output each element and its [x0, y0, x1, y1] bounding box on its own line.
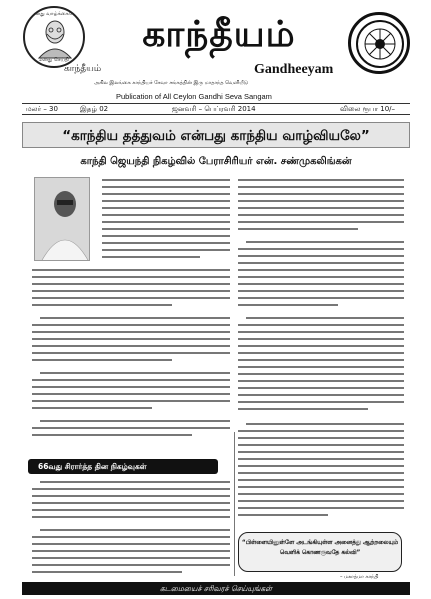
issue-number: இதழ் 02: [80, 105, 109, 113]
article-column-left-top: [102, 176, 230, 268]
sangam-seal-logo: [348, 12, 410, 74]
gandhi-portrait-logo: [23, 6, 85, 68]
gandhi-quote-box: “பிள்ளையினுள்ளே அடங்கியுள்ள அனைத்து ஆற்றலையும் வெளிக் கொணருவதே கல்வி”: [238, 532, 402, 572]
masthead-subtitle-english: Gandheeyam: [254, 62, 334, 77]
speaker-photo: [34, 177, 90, 261]
masthead-title: காந்தீயம்: [142, 13, 296, 55]
issue-info-bar: [22, 103, 410, 115]
newsletter-page: [22, 4, 410, 595]
article-column-left-bottom: [32, 478, 230, 580]
banner-quote: “காந்திய தத்துவம் என்பது காந்திய வாழ்வியலே”: [22, 122, 410, 148]
masthead-publication: Publication of All Ceylon Gandhi Seva Sangam: [116, 92, 272, 101]
issue-price: விலை ரூபா 10/–: [340, 105, 396, 113]
main-headline: காந்தி ஜெயந்தி நிகழ்வில் பேராசிரியர் என். சண்முகலிங்கன்: [80, 156, 352, 167]
footer-slogan: கடமையைச் சரிவரச் செய்யுங்கள்: [22, 582, 410, 595]
article-column-left-middle: [32, 266, 230, 458]
section-heading: 66வது சிரார்த்த தின நிகழ்வுகள்: [28, 459, 218, 474]
logo-ring-top-text: எனது வாழ்க்கையே: [31, 11, 77, 17]
masthead-description: அகில இலங்கை காந்தியச் சேவா சங்கத்தின் இரு மாதாந்த வெளியீடு: [94, 80, 249, 86]
gandhi-quote-author: – மகாத்மா காந்தி: [340, 574, 379, 580]
issue-volume: மலர் – 30: [26, 105, 58, 113]
article-column-right: [238, 176, 404, 528]
issue-date: ஜனவரி – பெப்ரவரி 2014: [172, 105, 256, 113]
masthead-subtitle-tamil: காந்தீயம்: [64, 64, 102, 74]
logo-ring-bottom-text: எனது செய்தி: [39, 57, 69, 63]
column-divider: [234, 432, 235, 576]
